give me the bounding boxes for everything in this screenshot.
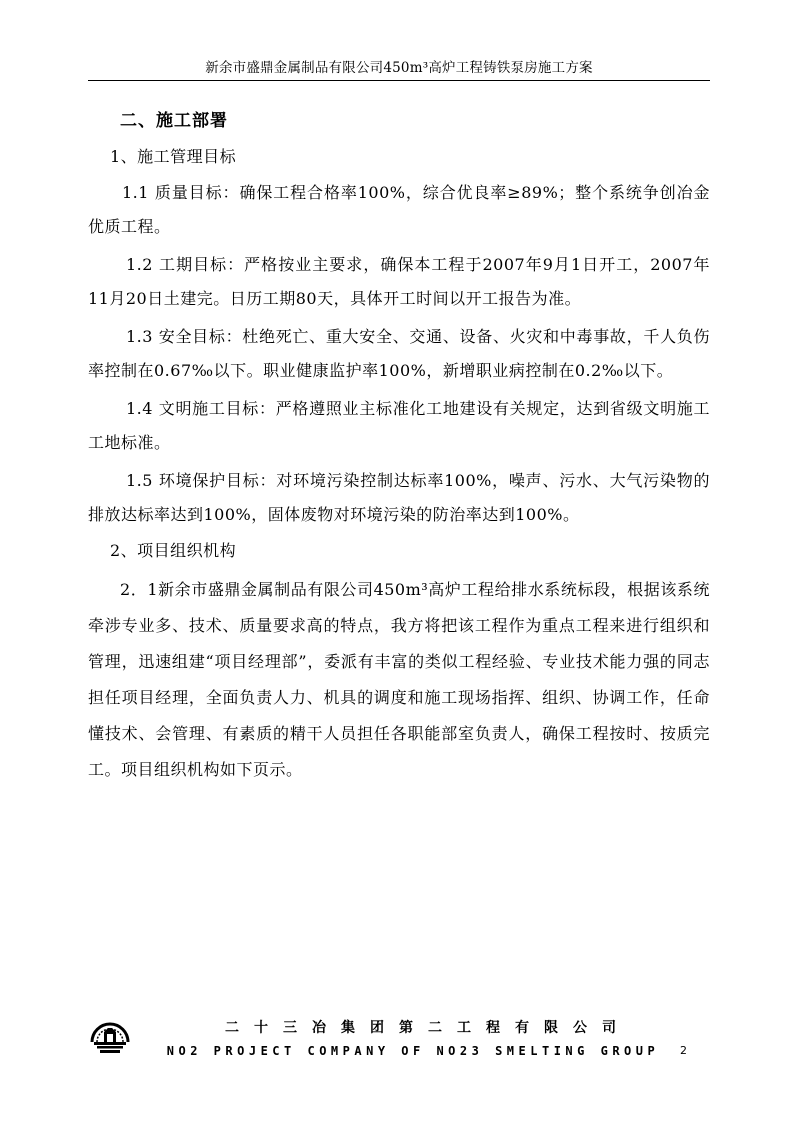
management-heading: 1、施工管理目标 xyxy=(110,147,237,166)
footer-company-cn: 二十三冶集团第二工程有限公司 xyxy=(225,1020,631,1036)
page-number: 2 xyxy=(680,1044,687,1057)
page-header xyxy=(88,58,710,81)
section-title: 二、施工部署 xyxy=(120,111,228,131)
footer-company-en: NO2 PROJECT COMPANY OF NO23 SMELTING GROUP xyxy=(166,1044,660,1058)
page-footer xyxy=(88,1012,710,1072)
organization-heading: 2、项目组织机构 xyxy=(110,541,237,560)
schedule-target-paragraph: 1.2 工期目标：严格按业主要求，确保本工程于2007年9月1日开工，2007年11月20日土建完。日历工期80天，具体开工时间以开工报告为准。 xyxy=(88,255,710,308)
safety-target-paragraph: 1.3 安全目标：杜绝死亡、重大安全、交通、设备、火灾和中毒事故，千人负伤率控制在0.67‰以下。职业健康监护率100%，新增职业病控制在0.2‰以下。 xyxy=(88,327,710,380)
environment-target-paragraph: 1.5 环境保护目标：对环境污染控制达标率100%，噪声、污水、大气污染物的排放达标率达到100%，固体废物对环境污染的防治率达到100%。 xyxy=(88,471,710,524)
document-body xyxy=(88,96,710,788)
company-logo-icon xyxy=(88,1012,132,1056)
quality-target-paragraph: 1.1 质量目标：确保工程合格率100%，综合优良率≥89%；整个系统争创冶金优质工程。 xyxy=(88,183,710,236)
header-title: 新余市盛鼎金属制品有限公司450m³高炉工程铸铁泵房施工方案 xyxy=(205,60,593,76)
organization-paragraph: 2．1新余市盛鼎金属制品有限公司450m³高炉工程给排水系统标段，根据该系统牵涉专业多、技术、质量要求高的特点，我方将把该工程作为重点工程来进行组织和管理，迅速组建“项目经理部”，委派有丰富的类似工程经验、专业技术能力强的同志担任项目经理，全面负责人力、机具的调度和施工现场指挥、组织、协调工作，任命懂技术、会管理、有素质的精干人员担任各职能部室负责人，确保工程按时、按质完工。项目组织机构如下页示。 xyxy=(88,580,710,779)
civilized-construction-paragraph: 1.4 文明施工目标：严格遵照业主标准化工地建设有关规定，达到省级文明施工工地标准。 xyxy=(88,399,710,452)
